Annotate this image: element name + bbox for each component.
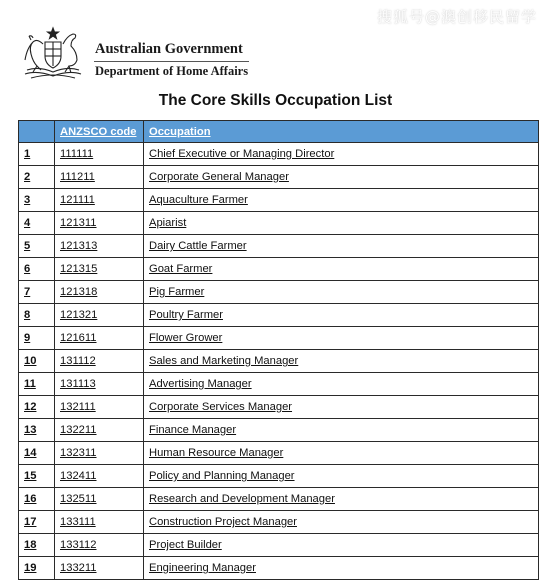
- anzsco-code: 132211: [55, 419, 144, 442]
- table-row: [19, 304, 539, 327]
- row-number: 12: [19, 396, 55, 419]
- table-row: [19, 534, 539, 557]
- occupation-name: Apiarist: [144, 212, 539, 235]
- row-number: 10: [19, 350, 55, 373]
- anzsco-code: 132511: [55, 488, 144, 511]
- table-row: [19, 212, 539, 235]
- table-row: [19, 189, 539, 212]
- government-header: [17, 26, 317, 86]
- anzsco-code: 133211: [55, 557, 144, 580]
- anzsco-code: 132411: [55, 465, 144, 488]
- anzsco-code: 111111: [55, 143, 144, 166]
- row-number: 3: [19, 189, 55, 212]
- table-row: [19, 557, 539, 580]
- anzsco-code: 121315: [55, 258, 144, 281]
- table-row: [19, 442, 539, 465]
- row-number: 19: [19, 557, 55, 580]
- table-row: [19, 396, 539, 419]
- occupation-name: Research and Development Manager: [144, 488, 539, 511]
- occupation-name: Engineering Manager: [144, 557, 539, 580]
- row-number: 1: [19, 143, 55, 166]
- anzsco-code: 132311: [55, 442, 144, 465]
- table-row: [19, 143, 539, 166]
- table-row: [19, 350, 539, 373]
- occupation-name: Aquaculture Farmer: [144, 189, 539, 212]
- anzsco-code: 111211: [55, 166, 144, 189]
- anzsco-code: 121318: [55, 281, 144, 304]
- row-number: 7: [19, 281, 55, 304]
- row-number: 14: [19, 442, 55, 465]
- table-row: [19, 258, 539, 281]
- occupation-name: Poultry Farmer: [144, 304, 539, 327]
- column-header-anzsco: ANZSCO code: [55, 121, 144, 143]
- occupation-name: Corporate General Manager: [144, 166, 539, 189]
- anzsco-code: 121321: [55, 304, 144, 327]
- column-header-number: [19, 121, 55, 143]
- department-name: Department of Home Affairs: [95, 64, 249, 78]
- table-row: [19, 327, 539, 350]
- table-row: [19, 281, 539, 304]
- row-number: 4: [19, 212, 55, 235]
- row-number: 5: [19, 235, 55, 258]
- occupation-name: Corporate Services Manager: [144, 396, 539, 419]
- anzsco-code: 121111: [55, 189, 144, 212]
- anzsco-code: 132111: [55, 396, 144, 419]
- row-number: 2: [19, 166, 55, 189]
- column-header-occupation: Occupation: [144, 121, 539, 143]
- anzsco-code: 131113: [55, 373, 144, 396]
- table-row: [19, 373, 539, 396]
- row-number: 6: [19, 258, 55, 281]
- occupation-name: Project Builder: [144, 534, 539, 557]
- table-row: [19, 465, 539, 488]
- occupation-name: Pig Farmer: [144, 281, 539, 304]
- table-row: [19, 488, 539, 511]
- anzsco-code: 121313: [55, 235, 144, 258]
- row-number: 8: [19, 304, 55, 327]
- row-number: 16: [19, 488, 55, 511]
- occupation-name: Goat Farmer: [144, 258, 539, 281]
- row-number: 17: [19, 511, 55, 534]
- row-number: 13: [19, 419, 55, 442]
- occupation-name: Finance Manager: [144, 419, 539, 442]
- row-number: 11: [19, 373, 55, 396]
- table-row: [19, 166, 539, 189]
- table-row: [19, 511, 539, 534]
- occupation-name: Sales and Marketing Manager: [144, 350, 539, 373]
- row-number: 18: [19, 534, 55, 557]
- anzsco-code: 121611: [55, 327, 144, 350]
- header-divider: [94, 61, 249, 62]
- occupation-name: Policy and Planning Manager: [144, 465, 539, 488]
- occupation-name: Chief Executive or Managing Director: [144, 143, 539, 166]
- watermark-text: 搜狐号@澳创移民留学: [376, 8, 537, 26]
- table-row: [19, 419, 539, 442]
- table-row: [19, 235, 539, 258]
- anzsco-code: 133112: [55, 534, 144, 557]
- occupation-name: Human Resource Manager: [144, 442, 539, 465]
- coat-of-arms-icon: [17, 26, 89, 82]
- row-number: 9: [19, 327, 55, 350]
- row-number: 15: [19, 465, 55, 488]
- anzsco-code: 131112: [55, 350, 144, 373]
- occupation-name: Dairy Cattle Farmer: [144, 235, 539, 258]
- page-title: The Core Skills Occupation List: [158, 92, 393, 109]
- anzsco-code: 133111: [55, 511, 144, 534]
- occupation-name: Advertising Manager: [144, 373, 539, 396]
- table-header-row: [19, 121, 539, 143]
- occupation-name: Flower Grower: [144, 327, 539, 350]
- occupation-name: Construction Project Manager: [144, 511, 539, 534]
- anzsco-code: 121311: [55, 212, 144, 235]
- occupation-table: [18, 120, 539, 580]
- agency-name: Australian Government: [95, 41, 243, 57]
